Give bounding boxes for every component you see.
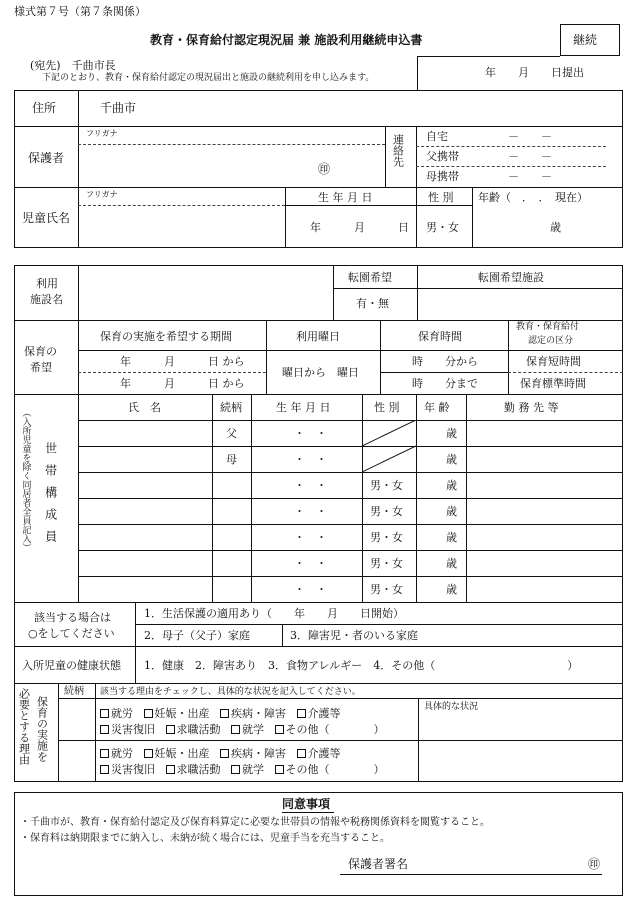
reason-1-line-2: 災害復旧 求職活動 就学 その他（ ） <box>100 724 385 735</box>
form-number: 様式第７号（第７条関係） <box>14 5 146 18</box>
hh-row-2-dob[interactable]: ・ ・ <box>294 453 327 466</box>
guardian-label: 保護者 <box>28 151 65 165</box>
hh-row-4-dob[interactable]: ・ ・ <box>294 505 327 518</box>
hh-header-age: 年 齢 <box>424 401 450 414</box>
contact-father-field[interactable]: － － <box>508 150 552 163</box>
days-header: 利用曜日 <box>296 330 340 343</box>
checkbox[interactable] <box>220 709 229 718</box>
child-age-header: 年齢（ ． ． 現在） <box>478 191 588 204</box>
checkbox[interactable] <box>275 765 284 774</box>
child-age-field[interactable]: 歳 <box>550 221 561 234</box>
hh-row-2-relation: 母 <box>226 453 237 466</box>
child-label: 児童氏名 <box>22 211 71 225</box>
household-sex-strike <box>362 420 416 472</box>
reason-label-a: 必要とする理由 <box>17 688 31 765</box>
period-header: 保育の実施を希望する期間 <box>100 330 232 343</box>
hh-row-1-dob[interactable]: ・ ・ <box>294 427 327 440</box>
applicable-label-2: ○をしてください <box>28 627 115 640</box>
guardian-furigana-label: フリガナ <box>86 129 118 138</box>
consent-title-underline <box>282 812 334 813</box>
checkbox[interactable] <box>100 709 109 718</box>
hh-row-7-age[interactable]: 歳 <box>446 583 457 596</box>
reason-1-line-1: 就労 妊娠・出産 疾病・障害 介護等 <box>100 708 341 719</box>
consent-line-1: ・千曲市が、教育・保育給付認定及び保育料算定に必要な世帯員の情報や税務関係資料を閲覧すること。 <box>20 817 490 828</box>
checkbox[interactable] <box>100 749 109 758</box>
hh-row-5-dob[interactable]: ・ ・ <box>294 531 327 544</box>
care-wish-label-2: 希望 <box>30 361 52 374</box>
address-value[interactable]: 千曲市 <box>100 101 137 115</box>
hh-row-5-sex[interactable]: 男・女 <box>370 531 403 544</box>
facility-label: 施設名 <box>30 293 63 306</box>
applicable-item-3[interactable]: 3．障害児・者のいる家庭 <box>290 629 418 642</box>
hh-row-1-relation: 父 <box>226 427 237 440</box>
reason-label-b: 保育の実施を <box>35 696 49 762</box>
applicable-item-1[interactable]: 1．生活保護の適用あり（ 年 月 日開始） <box>144 607 404 620</box>
hh-header-work: 勤 務 先 等 <box>504 401 559 414</box>
hh-row-6-age[interactable]: 歳 <box>446 557 457 570</box>
addressee: (宛先) 千曲市長 <box>30 59 116 72</box>
hh-row-5-age[interactable]: 歳 <box>446 531 457 544</box>
hh-header-relation: 続柄 <box>220 401 242 414</box>
contact-label: 連絡先 <box>391 134 405 167</box>
checkbox[interactable] <box>144 749 153 758</box>
days-field[interactable]: 曜日から 曜日 <box>282 366 359 379</box>
checkbox[interactable] <box>297 749 306 758</box>
hours-row-2[interactable]: 時 分まで <box>412 377 478 390</box>
intro-text: 下記のとおり、教育・保育給付認定の現況届出と施設の継続利用を申し込みます。 <box>42 73 375 83</box>
submit-date[interactable]: 年 月 日提出 <box>485 66 584 79</box>
health-label: 入所児童の健康状態 <box>22 659 121 672</box>
hh-row-6-dob[interactable]: ・ ・ <box>294 557 327 570</box>
hh-row-4-sex[interactable]: 男・女 <box>370 505 403 518</box>
reason-2-line-1: 就労 妊娠・出産 疾病・障害 介護等 <box>100 748 341 759</box>
category-standard[interactable]: 保育標準時間 <box>520 377 586 390</box>
category-header-1: 教育・保育給付 <box>516 322 580 332</box>
checkbox[interactable] <box>297 709 306 718</box>
child-sex-field[interactable]: 男・女 <box>426 221 459 234</box>
hh-row-2-age[interactable]: 歳 <box>446 453 457 466</box>
hh-row-1-age[interactable]: 歳 <box>446 427 457 440</box>
checkbox[interactable] <box>231 765 240 774</box>
applicable-label-1: 該当する場合は <box>34 611 111 624</box>
type-badge: 継続 <box>573 33 598 47</box>
child-furigana-label: フリガナ <box>86 190 118 199</box>
category-short[interactable]: 保育短時間 <box>526 355 581 368</box>
contact-home-field[interactable]: － － <box>508 130 552 143</box>
category-header-2: 認定の区分 <box>528 336 574 346</box>
guardian-seal: ㊞ <box>318 162 331 176</box>
facility-name-field[interactable] <box>80 267 330 317</box>
transfer-facility-field[interactable] <box>420 290 620 318</box>
checkbox[interactable] <box>166 725 175 734</box>
hours-header: 保育時間 <box>418 330 462 343</box>
consent-title: 同意事項 <box>282 797 331 811</box>
child-dob-header: 生 年 月 日 <box>318 191 373 204</box>
address-label: 住所 <box>32 101 57 115</box>
child-name-field[interactable] <box>80 206 280 246</box>
hours-row-1[interactable]: 時 分から <box>412 355 478 368</box>
signature-label: 保護者署名 <box>348 857 409 871</box>
contact-father-label: 父携帯 <box>426 150 459 163</box>
signature-line[interactable] <box>340 874 602 875</box>
reason-detail-header: 具体的な状況 <box>424 702 479 712</box>
reason-relation-header: 続柄 <box>64 686 84 697</box>
transfer-facility-header: 転園希望施設 <box>478 271 544 284</box>
signature-seal: ㊞ <box>588 857 601 871</box>
hh-row-3-sex[interactable]: 男・女 <box>370 479 403 492</box>
hh-row-7-dob[interactable]: ・ ・ <box>294 583 327 596</box>
hh-row-6-sex[interactable]: 男・女 <box>370 557 403 570</box>
contact-mother-label: 母携帯 <box>426 170 459 183</box>
hh-header-sex: 性 別 <box>374 401 400 414</box>
checkbox[interactable] <box>231 725 240 734</box>
hh-row-3-age[interactable]: 歳 <box>446 479 457 492</box>
household-note: （入所児童を除く同居者全員記入） <box>20 408 31 552</box>
hh-row-4-age[interactable]: 歳 <box>446 505 457 518</box>
guardian-name-field[interactable] <box>80 145 380 185</box>
child-dob-field[interactable]: 年 月 日 <box>310 221 409 234</box>
hh-row-7-sex[interactable]: 男・女 <box>370 583 403 596</box>
checkbox[interactable] <box>166 765 175 774</box>
care-wish-label-1: 保育の <box>24 345 57 358</box>
transfer-wish-header: 転園希望 <box>348 271 392 284</box>
applicable-item-2[interactable]: 2．母子（父子）家庭 <box>144 629 250 642</box>
hh-row-3-dob[interactable]: ・ ・ <box>294 479 327 492</box>
period-row-1[interactable]: 年 月 日 から <box>120 355 245 368</box>
child-sex-header: 性 別 <box>428 191 454 204</box>
checkbox[interactable] <box>220 749 229 758</box>
health-value[interactable]: 1．健康 2．障害あり 3．食物アレルギー 4．その他（ ） <box>144 659 579 672</box>
contact-home-label: 自宅 <box>426 130 448 143</box>
transfer-wish-field[interactable]: 有・無 <box>356 297 389 310</box>
form-title: 教育・保育給付認定現況届 兼 施設利用継続申込書 <box>150 33 423 47</box>
consent-line-2: ・保育料は納期限までに納入し、未納が続く場合には、児童手当を充当すること。 <box>20 833 390 844</box>
checkbox[interactable] <box>144 709 153 718</box>
contact-mother-field[interactable]: － － <box>508 170 552 183</box>
hh-header-name: 氏 名 <box>128 401 161 414</box>
checkbox[interactable] <box>100 725 109 734</box>
household-label: 世帯構成員 <box>43 442 58 552</box>
checkbox[interactable] <box>100 765 109 774</box>
facility-label-1: 利用 <box>36 277 58 290</box>
type-badge-box <box>560 24 620 56</box>
period-row-2[interactable]: 年 月 日 から <box>120 377 245 390</box>
reason-instruction: 該当する理由をチェックし、具体的な状況を記入してください。 <box>100 687 361 697</box>
checkbox[interactable] <box>275 725 284 734</box>
hh-header-dob: 生 年 月 日 <box>276 401 331 414</box>
reason-2-line-2: 災害復旧 求職活動 就学 その他（ ） <box>100 764 385 775</box>
